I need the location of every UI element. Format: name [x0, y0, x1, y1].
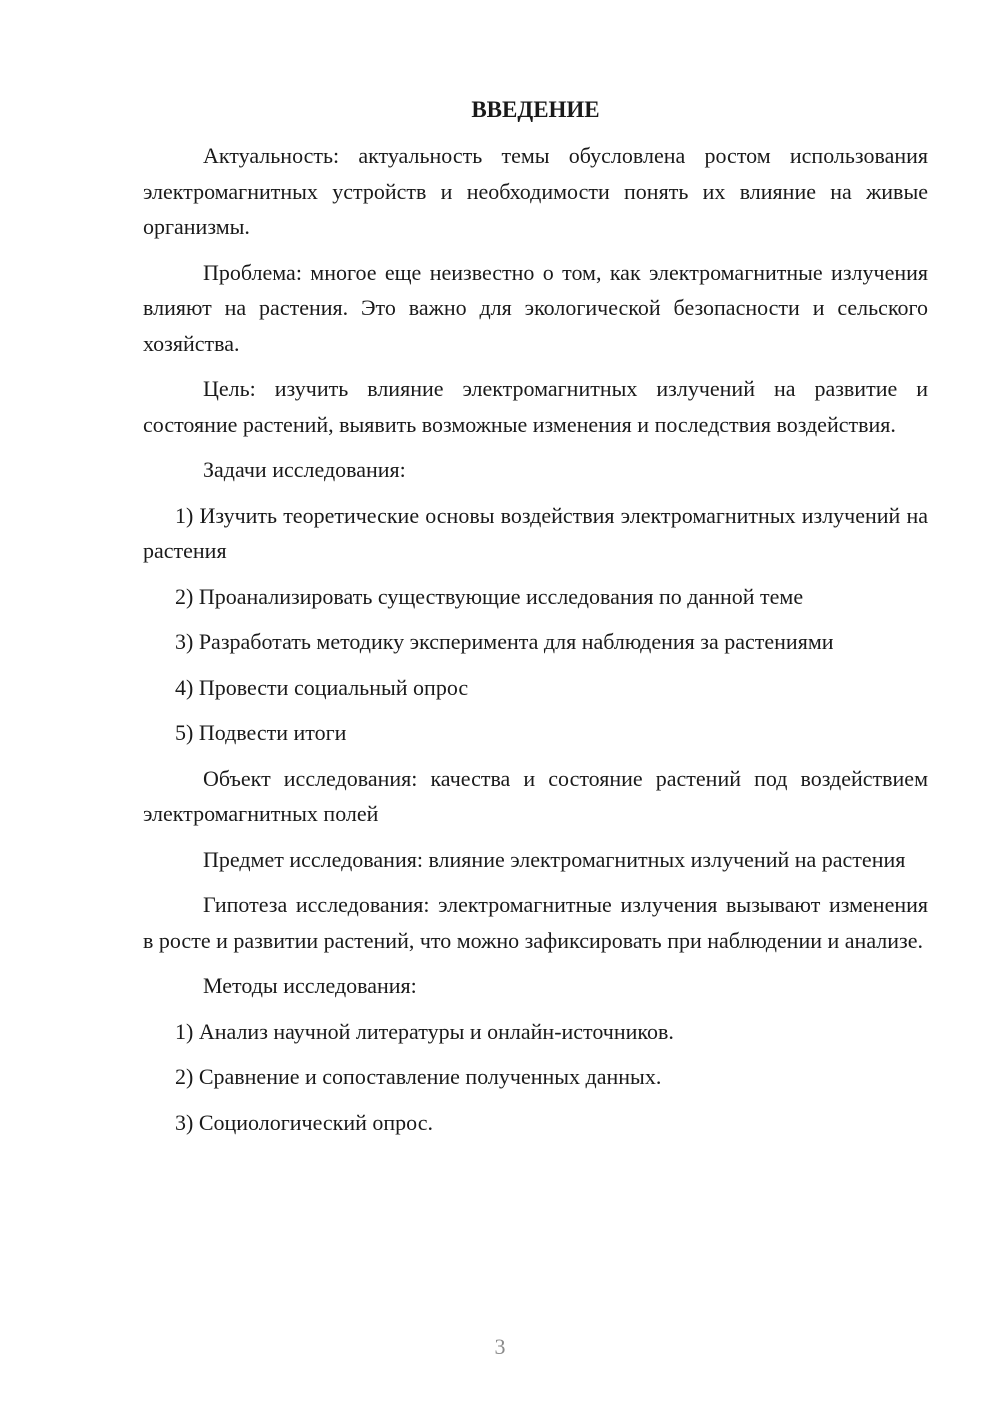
task-item-5: 5) Подвести итоги	[175, 720, 347, 745]
method-item-3: 3) Социологический опрос.	[175, 1109, 433, 1135]
method-item-1: 1) Анализ научной литературы и онлайн-источников.	[175, 1018, 674, 1044]
goal-paragraph: Цель: изучить влияние электромагнитных излучений на развитие и состояние растений, выявить возможные изменения и последствия воздействия.	[143, 376, 928, 437]
document-page	[143, 92, 928, 1150]
task-item-1: 1) Изучить теоретические основы воздействия электромагнитных излучений на растения	[143, 502, 928, 563]
subject-paragraph: Предмет исследования: влияние электромагнитных излучений на растения	[203, 846, 906, 872]
page-number: 3	[494, 1334, 506, 1359]
object-paragraph: Объект исследования: качества и состояние растений под воздействием электромагнитных полей	[143, 765, 928, 826]
task-item-3: 3) Разработать методику эксперимента для наблюдения за растениями	[175, 629, 834, 654]
tasks-heading: Задачи исследования:	[203, 457, 406, 482]
problem-paragraph: Проблема: многое еще неизвестно о том, как электромагнитные излучения влияют на растения. Это важно для экологической безопасности и сельского хозяйства.	[143, 259, 928, 356]
tasks-list	[143, 498, 928, 751]
hypothesis-paragraph: Гипотеза исследования: электромагнитные излучения вызывают изменения в росте и развитии растений, что можно зафиксировать при наблюдении и анализе.	[143, 892, 928, 953]
task-item-4: 4) Провести социальный опрос	[175, 674, 469, 700]
methods-list	[143, 1014, 928, 1141]
task-item-2: 2) Проанализировать существующие исследования по данной теме	[175, 583, 804, 609]
relevance-paragraph: Актуальность: актуальность темы обусловлена ростом использования электромагнитных устройств и необходимости понять их влияние на живые организмы.	[143, 143, 928, 239]
method-item-2: 2) Сравнение и сопоставление полученных данных.	[175, 1064, 662, 1089]
methods-heading: Методы исследования:	[203, 973, 417, 998]
section-title: ВВЕДЕНИЕ	[471, 97, 600, 122]
